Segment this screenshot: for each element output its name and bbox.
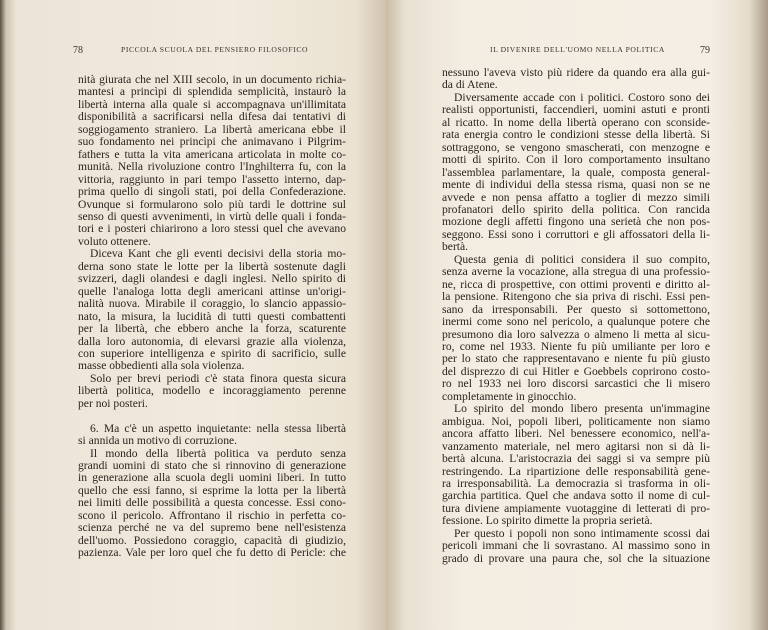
right-page xyxy=(386,0,768,630)
text-line: l'assemblea parlamentare, la quale, composta general- xyxy=(442,166,710,179)
section-gap xyxy=(78,410,346,422)
page-number: 78 xyxy=(73,45,83,56)
text-line: Solo per brevi periodi c'è stata finora questa sicura xyxy=(90,372,346,385)
text-line: sottraggono, se vengono smascherati, con menzogne e xyxy=(442,141,710,154)
text-line: per lo stato che rappresentavano e niente fu più giusto xyxy=(442,353,710,366)
text-line: nità giurata che nel XIII secolo, in un documento richia- xyxy=(78,74,346,86)
text-line: libertà interna alla quale si accompagnava un'illimitata xyxy=(78,98,346,111)
running-head: PICCOLA SCUOLA DEL PENSIERO FILOSOFICO xyxy=(121,45,309,54)
text-line: grandi uomini di stato che si rinnovino di generazione xyxy=(78,460,346,473)
page-number: 79 xyxy=(700,45,710,56)
text-line: completamente in ginocchio. xyxy=(442,390,577,403)
text-line: soggiogamento straniero. La libertà americana ebbe il xyxy=(78,123,346,136)
text-line: seggono. Essi sono i corruttori e gli affossatori della li- xyxy=(442,228,710,241)
text-line: si annida un motivo di corruzione. xyxy=(78,435,238,448)
text-line: senza averne la vocazione, alla stregua di una professio- xyxy=(442,266,710,279)
text-line: presumono dia loro salvezza o almeno li metta al sicu- xyxy=(442,328,710,341)
text-line: la pensione. Ritengono che sia priva di rischi. Essi pen- xyxy=(442,291,710,304)
paragraph xyxy=(78,423,346,448)
text-line: per la libertà, che ebbero anche la forza, scaturente xyxy=(78,323,346,336)
text-line: ra irresponsabilità. La democrazia si trasforma in oli- xyxy=(442,477,710,490)
text-line: derna sono state le lotte per la libertà sostenute dagli xyxy=(78,260,346,273)
text-line: avvede e non pensa affatto a toglier di mezzo simili xyxy=(442,191,710,204)
text-line: nei limiti delle possibilità a questa concesse. Essi cono- xyxy=(78,497,346,510)
text-line: realisti opportunisti, faccendieri, uomini astuti e pronti xyxy=(442,104,710,117)
text-line: al ricatto. In nome della libertà operano con sconside- xyxy=(442,116,710,129)
text-line: sano da irresponsabili. Per questo si sottomettono, xyxy=(442,303,710,316)
text-line: dalla loro autonomia, di elevarsi grazie alla violenza, xyxy=(78,335,346,348)
text-line: del disprezzo di cui Hitler e Goebbels coprirono costo- xyxy=(442,365,710,378)
text-line: svizzeri, dagli olandesi e dagli inglesi. Nello spirito di xyxy=(78,273,346,286)
text-line: suo fondamento nei princìpi che animavano i Pilgrim- xyxy=(78,136,346,149)
text-line: quello che essi fanno, si esprime la lotta per la libertà xyxy=(78,484,346,497)
text-line: 6. Ma c'è un aspetto inquietante: nella stessa libertà xyxy=(90,422,346,435)
text-line: rata energia contro le condizioni stesse della libertà. Si xyxy=(442,129,710,142)
body-text xyxy=(442,67,710,565)
text-line: vittoria, raggiunto in pari tempo l'assetto interno, dap- xyxy=(78,173,346,186)
text-line: bertà. xyxy=(442,241,469,254)
text-line: dell'uomo. Possiedono coraggio, capacità di giudizio, xyxy=(78,534,346,547)
text-line: in generazione alla scuola degli uomini liberi. In tutto xyxy=(78,472,346,485)
paragraph xyxy=(78,373,346,410)
text-line: con superiore intelligenza e spirito di sacrificio, sulle xyxy=(78,347,346,360)
paragraph xyxy=(442,67,710,92)
text-line: Ovunque si formularono solo più tardi le dottrine sul xyxy=(78,198,346,211)
text-line: ro nel 1933 nei loro discorsi sarcastici che li misero xyxy=(442,378,710,391)
text-line: mente di individui della stessa risma, quasi non se ne xyxy=(442,179,710,192)
text-line: tori e i posteri chiarirono a loro stessi quel che avevano xyxy=(78,223,346,236)
text-line: fessione. Lo spirito dimette la propria serietà. xyxy=(442,515,653,528)
paragraph xyxy=(442,403,710,528)
paragraph xyxy=(442,528,710,565)
text-line: mozione degli affetti fingono una serietà che non pos- xyxy=(442,216,710,229)
text-line: profanatori dello spirito della politica. Con rancida xyxy=(442,203,710,216)
paragraph xyxy=(442,254,710,403)
text-line: per noi posteri. xyxy=(78,397,148,410)
text-line: inermi come sono nel pericolo, a qualunque potere che xyxy=(442,316,710,329)
text-line: ancora affatto liberi. Nel benessere economico, nell'a- xyxy=(442,428,710,441)
text-line: scienza perché ne va del supremo bene nell'esistenza xyxy=(78,522,346,535)
text-line: ambigua. Noi, popoli liberi, politicamente non siamo xyxy=(442,415,710,428)
text-line: pericoli immani che li sovrastano. Al massimo sono in xyxy=(442,540,710,553)
text-line: mantesi a princìpi di splendida semplicità, instaurò la xyxy=(78,86,346,99)
text-line: vanzamento materiale, nel mero agitarsi non si dà li- xyxy=(442,440,710,453)
text-line: nessuno l'aveva visto più ridere da quando era alla gui- xyxy=(442,67,710,79)
text-line: pazienza. Vale per loro quel che fu detto di Pericle: che xyxy=(78,547,346,560)
text-line: disponibilità a sacrificarsi nella difesa dai tentativi di xyxy=(78,111,346,124)
text-line: Questa genia di politici considera il suo compito, xyxy=(454,253,710,266)
text-line: quelle l'analoga lotta degli americani attinse un'origi- xyxy=(78,285,346,298)
text-line: ne, ricca di prospettive, con ottimi proventi e diritto al- xyxy=(442,278,710,291)
text-line: tura diviene ampiamente vuotaggine di letterati di pro- xyxy=(442,502,710,515)
text-line: prima quello di singoli stati, poi della Confederazione. xyxy=(78,186,346,199)
text-line: munità. Nella rivoluzione contro l'Inghilterra fu, con la xyxy=(78,161,346,174)
running-head: IL DIVENIRE DELL'UOMO NELLA POLITICA xyxy=(490,45,665,54)
text-line: Il mondo della libertà politica va perduto senza xyxy=(90,447,346,460)
paragraph xyxy=(78,448,346,560)
text-line: Lo spirito del mondo libero presenta un'immagine xyxy=(454,403,710,416)
text-line: fathers e tutta la vita americana articolata in molte co- xyxy=(78,148,346,161)
paragraph xyxy=(78,248,346,373)
text-line: garchia partitica. Quel che andava sotto il nome di cul- xyxy=(442,490,710,503)
text-line: da di Atene. xyxy=(442,79,498,92)
text-line: scono il pericolo. Affrontano il rischio in perfetta co- xyxy=(78,509,346,522)
text-line: ro, come nel 1933. Niente fu più umiliante per loro e xyxy=(442,340,710,353)
text-line: nalità nuova. Mirabile il coraggio, lo slancio appassio- xyxy=(78,298,346,311)
text-line: restringendo. La ripartizione delle responsabilità gene- xyxy=(442,465,710,478)
text-line: Diversamente accade con i politici. Costoro sono dei xyxy=(454,91,710,104)
text-line: bertà alcuna. L'aristocrazia dei saggi si va sempre più xyxy=(442,453,710,466)
text-line: grado di provare una paura che, sol che la situazione xyxy=(442,552,710,565)
text-line: libertà politica, modello e incoraggiamento perenne xyxy=(78,385,346,398)
body-text xyxy=(78,74,346,560)
text-line: Diceva Kant che gli eventi decisivi della storia mo- xyxy=(90,248,346,261)
text-line: nato, la misura, la lucidità di tutti questi combattenti xyxy=(78,310,346,323)
text-line: voluto ottenere. xyxy=(78,235,151,248)
paragraph xyxy=(78,74,346,248)
paragraph xyxy=(442,92,710,254)
text-line: senso di questi avvenimenti, in virtù delle quali i fonda- xyxy=(78,210,346,223)
text-line: Per questo i popoli non sono intimamente scossi dai xyxy=(454,527,710,540)
text-line: masse obbedienti alla sola violenza. xyxy=(78,360,245,373)
text-line: motti di spirito. Con il loro comportamento insultano xyxy=(442,154,710,167)
